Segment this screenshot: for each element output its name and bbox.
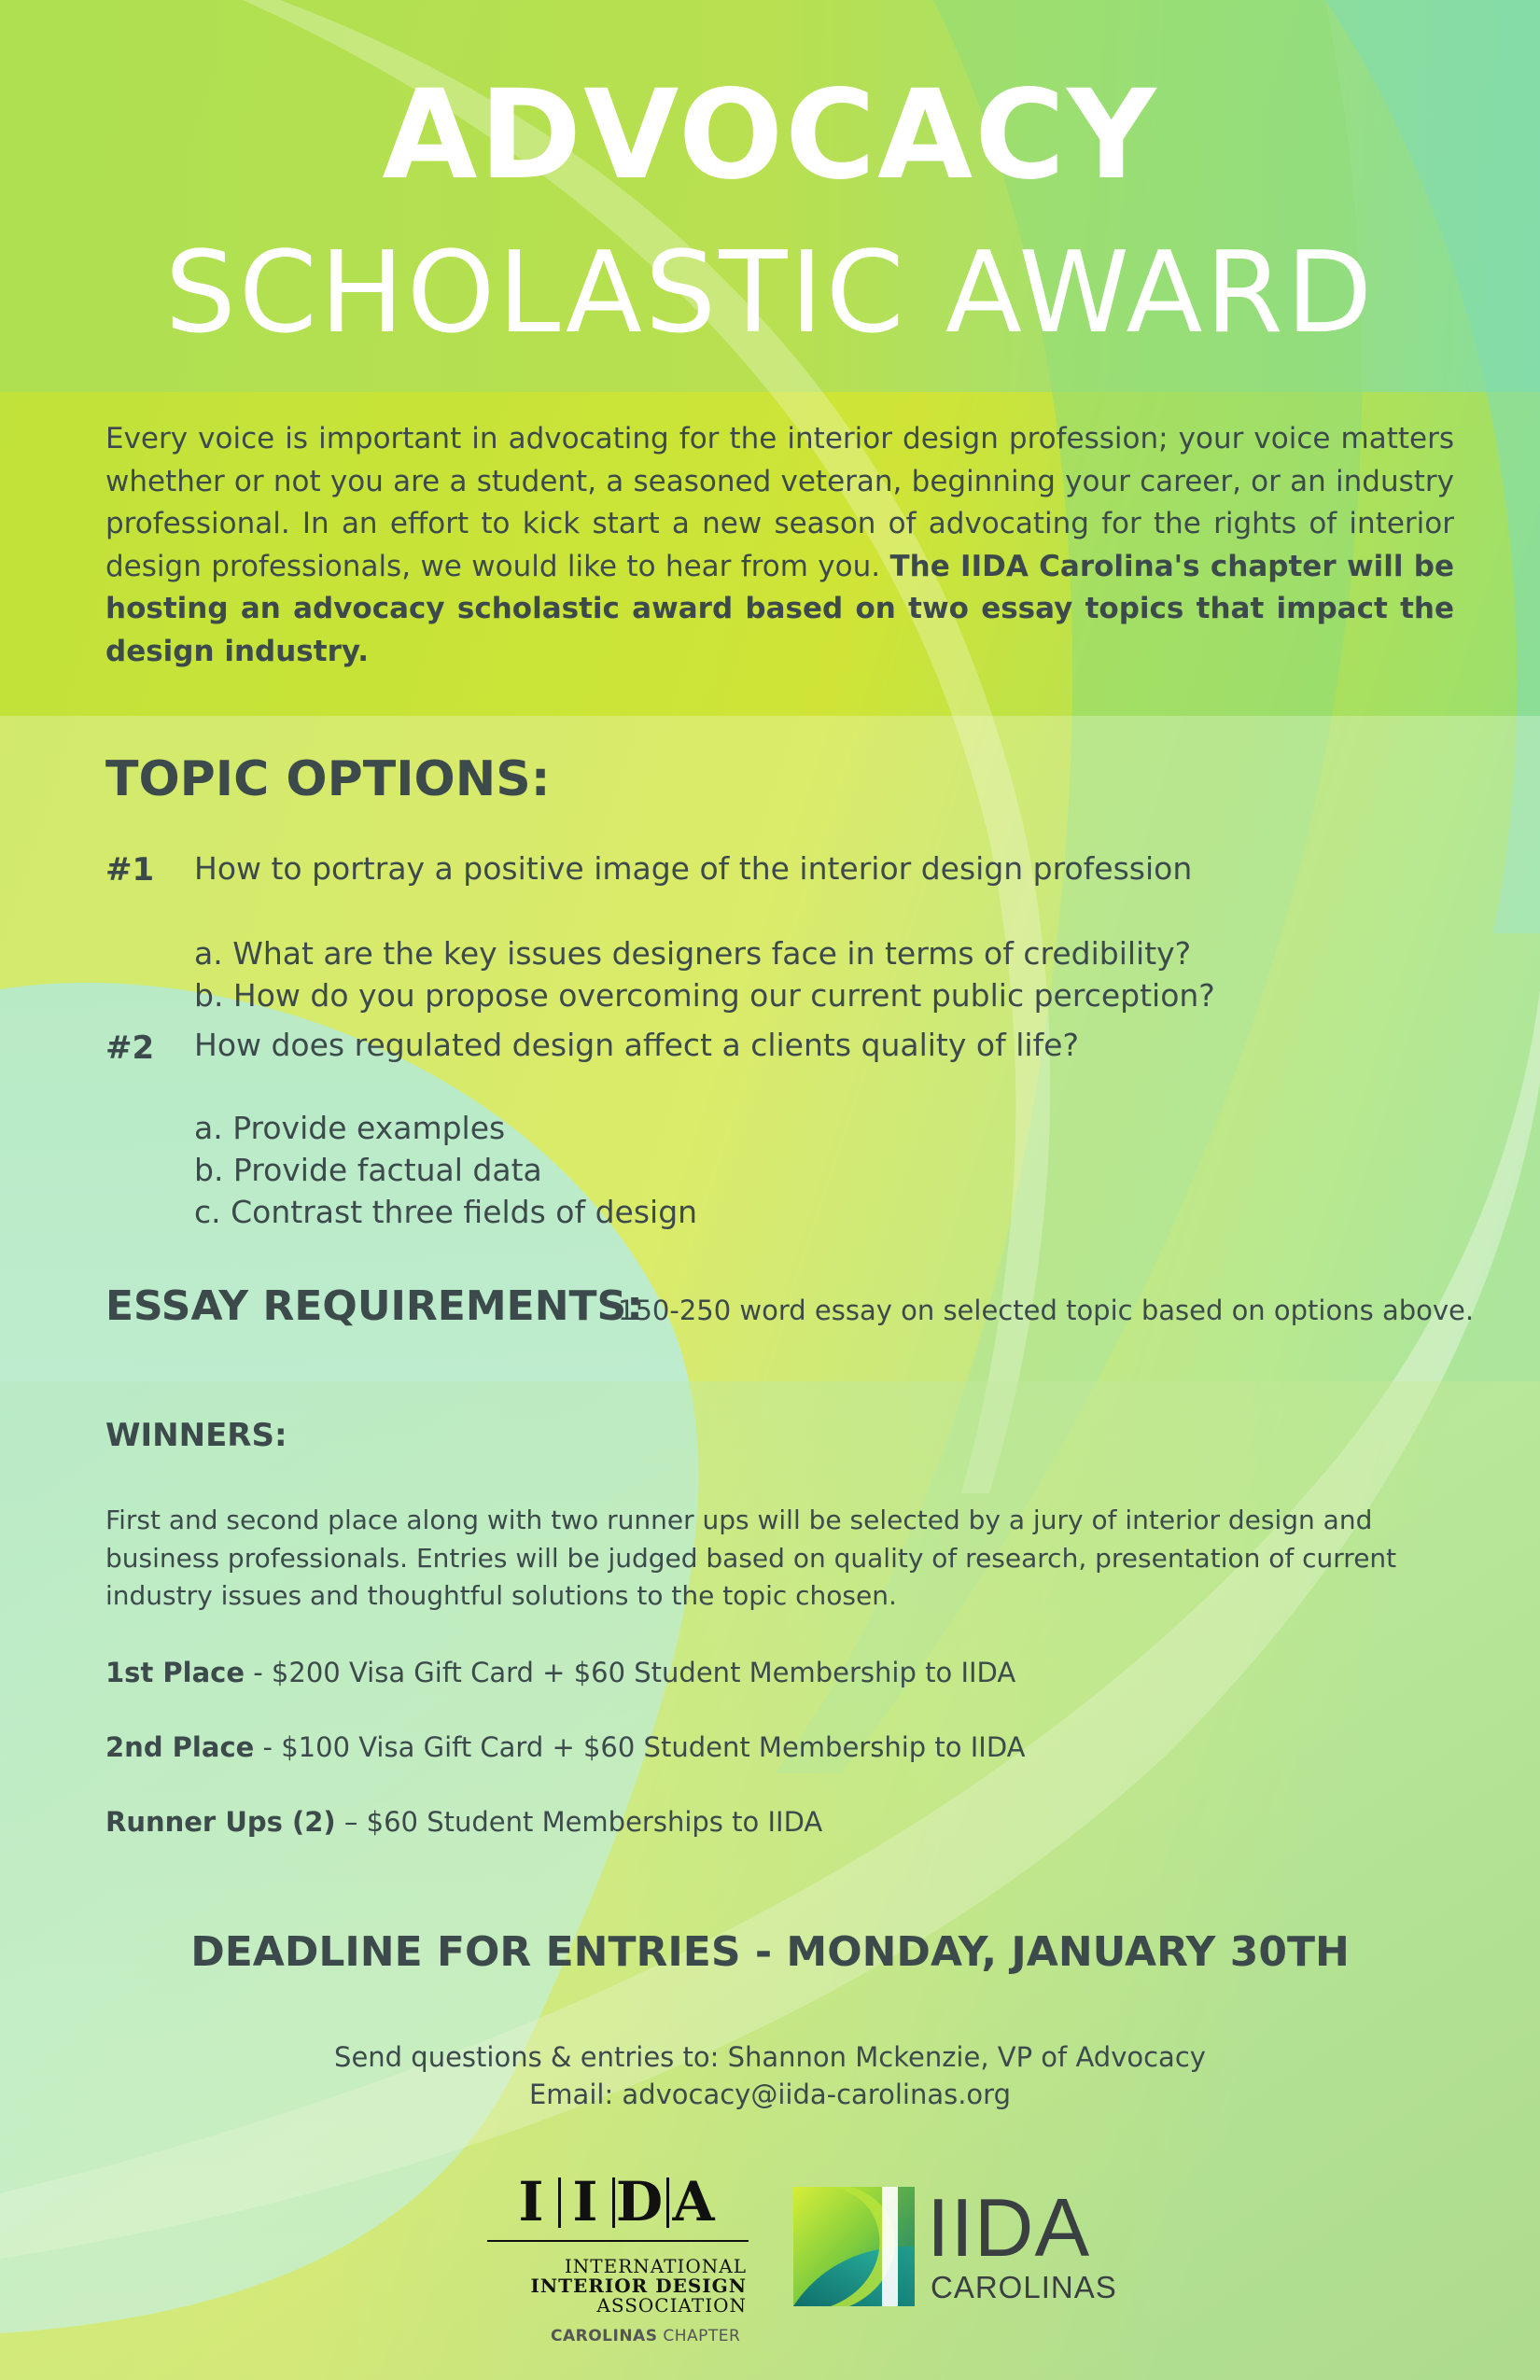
- logo-chapter: [551, 2327, 740, 2345]
- contact-line: Send questions & entries to: Shannon Mckenzie, VP of Advocacy: [334, 2041, 1206, 2073]
- prize-runner-ups: [105, 1801, 822, 1842]
- title-line-2: SCHOLASTIC AWARD: [164, 229, 1376, 358]
- topic-1-question: How to portray a positive image of the interior design profession: [194, 850, 1193, 887]
- topic-options-heading: TOPIC OPTIONS:: [105, 751, 551, 807]
- intro-paragraph: [105, 418, 1454, 673]
- intro-text: Every voice is important in advocating for the interior design profession; your voice matters whether or not you are a student, a seasoned veteran, beginning your career, or an industry professional. In an effort to kick start a new season of advocating for the rights of interior design professionals, we would like to hear from you.: [105, 422, 1454, 583]
- title-line-1: ADVOCACY: [382, 63, 1158, 207]
- logo-divider: [666, 2177, 669, 2228]
- topic-2-subpoint-c: c. Contrast three fields of design: [194, 1194, 698, 1230]
- prize-second-text: - $100 Visa Gift Card + $60 Student Membership to IIDA: [254, 1731, 1026, 1763]
- logo-divider: [558, 2177, 561, 2228]
- topic-2-subpoint-b: b. Provide factual data: [194, 1152, 542, 1188]
- topic-1-subpoint-b: b. How do you propose overcoming our current public perception?: [194, 977, 1215, 1014]
- prize-runner-ups-label: Runner Ups (2): [105, 1806, 336, 1838]
- logo-org-line-1: INTERNATIONAL: [564, 2255, 747, 2277]
- topic-2-number: #2: [105, 1029, 155, 1067]
- topic-1-subpoint-a: a. What are the key issues designers face in terms of credibility?: [194, 935, 1192, 972]
- iida-association-logo: [485, 2170, 751, 2352]
- essay-requirements-text: 150-250 word essay on selected topic based on options above.: [618, 1295, 1475, 1326]
- prize-first-label: 1st Place: [105, 1657, 245, 1688]
- prize-first-text: - $200 Visa Gift Card + $60 Student Membership to IIDA: [245, 1657, 1016, 1688]
- logo-letter-a: A: [672, 2170, 715, 2233]
- logo-letter-i2: I: [572, 2170, 598, 2233]
- topic-1-number: #1: [105, 851, 155, 889]
- iida-logo-letters: [504, 2170, 733, 2233]
- winners-heading: WINNERS:: [105, 1417, 287, 1454]
- prize-second: [105, 1727, 1026, 1768]
- deadline-banner: DEADLINE FOR ENTRIES - MONDAY, JANUARY 30TH: [190, 1928, 1350, 1976]
- carolinas-logo-text: CAROLINAS: [931, 2270, 1117, 2304]
- topic-2-subpoint-a: a. Provide examples: [194, 1110, 506, 1146]
- logo-chapter-bold: CAROLINAS: [551, 2327, 658, 2345]
- carolinas-logo-iida: IIDA: [927, 2181, 1091, 2274]
- carolinas-d-mark-icon: [793, 2179, 919, 2310]
- logo-letter-d: D: [615, 2170, 664, 2233]
- iida-carolinas-logo: [793, 2179, 1129, 2319]
- topic-2-question: How does regulated design affect a clients quality of life?: [194, 1027, 1079, 1063]
- prize-runner-ups-text: – $60 Student Memberships to IIDA: [335, 1806, 823, 1838]
- logo-org-line-2: INTERIOR DESIGN: [530, 2275, 747, 2297]
- logo-letter-i1: I: [518, 2170, 544, 2233]
- intro-bold-text: The IIDA Carolina's chapter will be hosting an advocacy scholastic award based on two essay topics that impact the design industry.: [105, 549, 1454, 668]
- prize-second-label: 2nd Place: [105, 1731, 255, 1763]
- prize-first: [105, 1652, 1015, 1693]
- logo-org-line-3: ASSOCIATION: [596, 2294, 747, 2317]
- contact-email: Email: advocacy@iida-carolinas.org: [528, 2079, 1011, 2110]
- logo-chapter-text: CHAPTER: [657, 2327, 741, 2345]
- logo-divider: [612, 2177, 615, 2228]
- winners-description: First and second place along with two runner ups will be selected by a jury of interior design and business professionals. Entries will be judged based on quality of research, presentation of current industry issues and thoughtful solutions to the topic chosen.: [105, 1505, 1397, 1611]
- logo-rule: [487, 2240, 749, 2242]
- essay-requirements-heading: ESSAY REQUIREMENTS:: [105, 1282, 643, 1330]
